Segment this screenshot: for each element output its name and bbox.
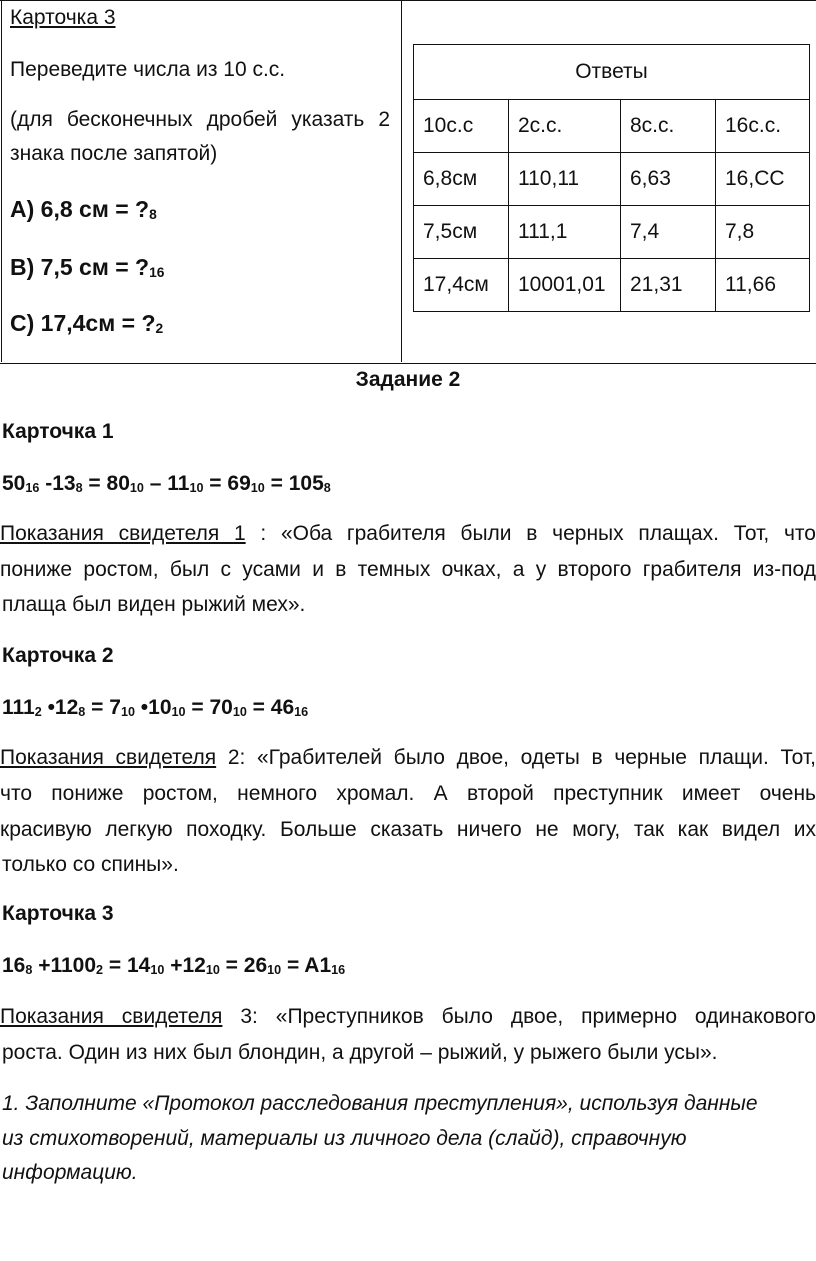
answers-cell: 11,66 [716,259,810,312]
instruction-line2: из стихотворений, материалы из личного дела (слайд), справочную [2,1127,687,1150]
table-left-border [1,0,2,362]
answers-row [414,206,810,259]
card2-witness-line1: Показания свидетеля 2: «Грабителей было двое, одеты в черные плащи. Тот, [0,746,816,769]
answers-cell: 7,5см [414,206,509,259]
answers-cell: 10001,01 [509,259,621,312]
table-middle-border [401,0,402,362]
answers-header: Ответы [414,45,810,100]
task-a: А) 6,8 см = $?_8$ [10,196,157,223]
card2-title: Карточка 2 [2,644,114,667]
answers-cell: 6,8см [414,153,509,206]
answers-cell: 16,СС [716,153,810,206]
instruction-line1: 1. Заполните «Протокол расследования преступления», используя данные [2,1092,758,1115]
answers-cell: 110,11 [509,153,621,206]
instruction-line3: информацию. [2,1161,138,1184]
answers-column-header: 10с.с [414,100,509,153]
answers-column-header: 8с.с. [621,100,716,153]
card1-equation: $50_{16}$ $-13_8 = 80_{10} - 11_{10} = 69_{10} = 105_8$ [2,472,331,495]
answers-cell: 7,4 [621,206,716,259]
card3-title: Карточка 3 [2,902,114,925]
card3-witness-line2: роста. Один из них был блондин, а другой – рыжий, у рыжего были усы». [2,1041,718,1064]
card2-witness-line2: что пониже ростом, немного хромал. А второй преступник имеет очень [0,782,816,805]
top-card-note-line1: (для бесконечных дробей указать 2 [10,108,390,131]
answers-column-header: 2с.с. [509,100,621,153]
top-card-note-line2: знака после запятой) [10,142,218,165]
answers-table [413,44,810,312]
card2-equation: $111_2$ $•12_8 = 7_{10}$ $•10_{10} = 70_{10} = 46_{16}$ [2,696,309,719]
answers-cell: 17,4см [414,259,509,312]
card1-title: Карточка 1 [2,420,114,443]
answers-row [414,153,810,206]
card1-witness-line3: плаща был виден рыжий мех». [2,593,306,616]
card1-witness-line2: пониже ростом, был с усами и в темных очках, а у второго грабителя из-под [0,558,816,581]
top-card-title: Карточка 3 [10,6,116,29]
top-card-task: Переведите числа из 10 с.с. [10,58,286,81]
task-c: С) $17,4см = ?_2$ [10,310,164,337]
card1-witness-line1: Показания свидетеля 1 : «Оба грабителя были в черных плащах. Тот, что [0,522,816,545]
answers-cell: 21,31 [621,259,716,312]
task2-title: Задание 2 [355,368,461,391]
answers-cell: 6,63 [621,153,716,206]
card2-witness-line3: красивую легкую походку. Больше сказать ничего не могу, так как видел их [0,818,816,841]
card3-witness-line1: Показания свидетеля 3: «Преступников было двое, примерно одинакового [0,1005,816,1028]
task-b: В) 7,5 см = $?_{16}$ [10,254,165,281]
card2-witness-line4: только со спины». [2,853,179,876]
answers-column-header: 16с.с. [716,100,810,153]
answers-row [414,259,810,312]
answers-cell: 111,1 [509,206,621,259]
answers-cell: 7,8 [716,206,810,259]
card3-equation: $16_8 +1100_2 = 14_{10} +12_{10} = 26_{10} = A1_{16}$ [2,954,346,977]
